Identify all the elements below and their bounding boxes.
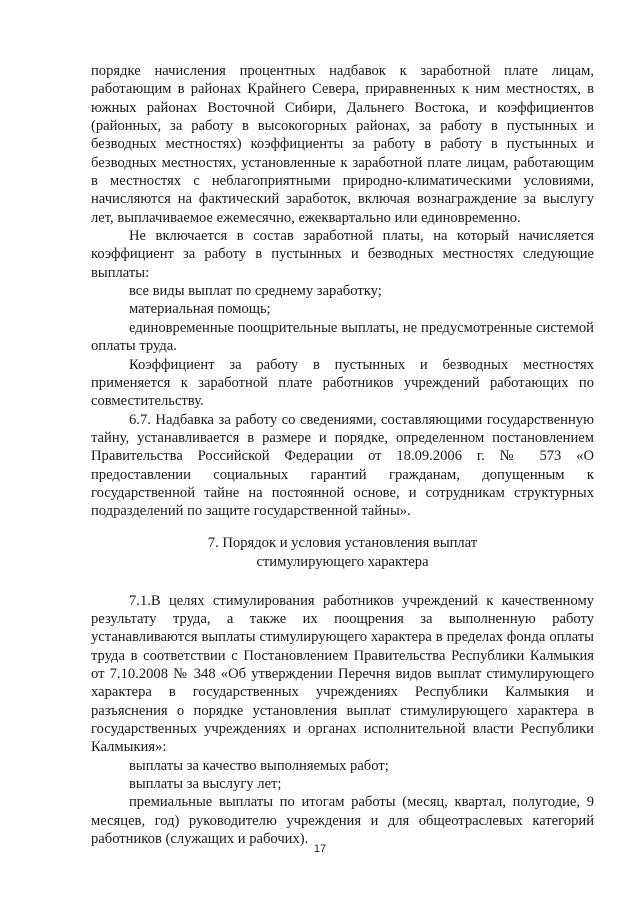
- list-item: премиальные выплаты по итогам работы (месяц, квартал, полугодие, 9 месяцев, год) руководителю учреждения и для общеотраслевых категорий работников (служащих и рабочих).: [91, 794, 594, 848]
- paragraph-coefficient: Коэффициент за работу в пустынных и безводных местностях применяется к заработной плате работников учреждений работающих по совместительству.: [91, 356, 594, 410]
- paragraph-exclusions-intro: Не включается в состав заработной платы, на который начисляется коэффициент за работу в пустынных и безводных местностях следующие выплаты:: [91, 228, 594, 281]
- list-item: единовременные поощрительные выплаты, не предусмотренные системой оплаты труда.: [91, 319, 594, 355]
- paragraph-7-1: 7.1.В целях стимулирования работников учреждений к качественному результату труда, а также их поощрения за выполненную работу устанавливаются выплаты стимулирующего характера в пределах фонда оплаты труда в соответствии с Постановлением Правительства Республики Калмыкия от 7.10.2008 № 348 «Об утверждении Перечня видов выплат стимулирующего характера в государственных учреждениях Республики Калмыкия и разъяснения о порядке установления выплат стимулирующего характера в государственных учреждениях и органах исполнительной власти Республики Калмыкия»:: [91, 592, 594, 756]
- paragraph-6-7: 6.7. Надбавка за работу со сведениями, составляющими государственную тайну, устанавливается в размере и порядке, определенном постановлением Правительства Российской Федерации от 18.09.2006 г. № 573 «О предоставлении социальных гарантий гражданам, допущенным к государственной тайне на постоянной основе, и сотрудникам структурных подразделений по защите государственной тайны».: [91, 411, 594, 520]
- list-item: выплаты за качество выполняемых работ;: [129, 757, 389, 774]
- section-heading-line2: стимулирующего характера: [256, 553, 429, 570]
- section-heading-line1: 7. Порядок и условия установления выплат: [207, 534, 478, 551]
- heading-spacer: [91, 572, 594, 592]
- list-item: все виды выплат по среднему заработку;: [129, 283, 382, 300]
- paragraph-continuation: порядке начисления процентных надбавок к заработной плате лицам, работающим в районах Крайнего Севера, приравненных к ним местностях, в южных районах Восточной Сибири, Дальнего Востока, и коэффициентов (районных, за работу в высокогорных районах, за работу в пустынных и безводных местностях) коэффициенты за работу в работу в пустынных и безводных местностях, установленные к заработной плате лицам, работающим в местностях с неблагоприятными природно-климатическими условиями, начисляются на фактический заработок, включая вознаграждение за выслугу лет, выплачиваемое ежемесячно, ежеквартально или единовременно.: [91, 63, 594, 226]
- page-body: [91, 62, 594, 848]
- list-item: материальная помощь;: [129, 301, 271, 318]
- section-heading: [91, 534, 594, 572]
- list-item: выплаты за выслугу лет;: [129, 776, 282, 793]
- page-number: 17: [313, 843, 327, 855]
